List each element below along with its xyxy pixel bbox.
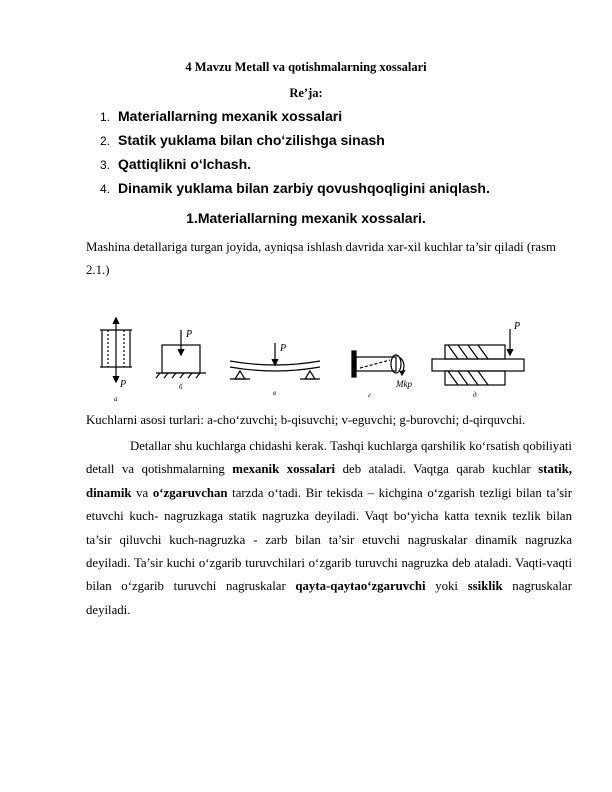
load-types-figure bbox=[90, 315, 530, 405]
para-text: Detallar shu kuchlarga chidashi kerak. Tashqi kuchlarga qarshilik ko‘rsatish qobiliyati detall va qotishmalarning bbox=[86, 439, 572, 477]
term-mechanical-properties: mexanik xossalari bbox=[232, 462, 336, 477]
plan-item bbox=[100, 128, 490, 152]
para-text: nagruskalar deyiladi. bbox=[86, 579, 572, 617]
shear-diagram bbox=[432, 329, 524, 385]
sublabel-a: a bbox=[114, 395, 118, 403]
plan-item-text: Qattiqlikni o‘lchash. bbox=[118, 156, 252, 172]
plan-item bbox=[100, 176, 490, 200]
plan-item-number: 3. bbox=[100, 158, 111, 172]
sublabel-d: д bbox=[473, 391, 477, 399]
plan-item-text: Materiallarning mexanik xossalari bbox=[118, 108, 343, 124]
force-label-v: P bbox=[280, 343, 287, 354]
sublabel-b: б bbox=[179, 383, 183, 391]
plan-item-text: Statik yuklama bilan cho‘zilishga sinash bbox=[118, 132, 385, 148]
figure-caption: Kuchlarni asosi turlari: a-cho‘zuvchi; b-qisuvchi; v-eguvchi; g-burovchi; d-qirquvchi. bbox=[86, 413, 526, 427]
term-cyclic: ssiklik bbox=[467, 579, 503, 594]
plan-item-text: Dinamik yuklama bilan zarbiy qovushqoqligini aniqlash. bbox=[118, 180, 490, 196]
compression-diagram bbox=[156, 330, 206, 378]
para-text: yoki bbox=[425, 579, 468, 594]
para-text: deb ataladi. Vaqtga qarab kuchlar bbox=[335, 462, 539, 477]
term-static-dynamic: statik, dinamik bbox=[86, 462, 572, 500]
plan-item-number: 1. bbox=[100, 110, 111, 124]
torsion-diagram bbox=[352, 351, 405, 377]
force-label-b: P bbox=[186, 329, 193, 340]
torque-label: Mkp bbox=[396, 379, 412, 389]
plan-list bbox=[100, 104, 490, 200]
sublabel-g: г bbox=[368, 391, 371, 399]
bending-diagram bbox=[230, 343, 320, 379]
intro-paragraph: Mashina detallariga turgan joyida, ayniqsa ishlash davrida xar-xil kuchlar ta’sir qiladi (rasm 2.1.) bbox=[86, 240, 557, 277]
plan-item-number: 4. bbox=[100, 182, 111, 196]
plan-item-number: 2. bbox=[100, 134, 111, 148]
page-title: 4 Mavzu Metall va qotishmalarning xossalari bbox=[185, 60, 427, 74]
term-repeated-variable: qayta-qaytao‘zgaruvchi bbox=[295, 579, 426, 594]
tension-diagram bbox=[100, 318, 132, 382]
plan-item bbox=[100, 152, 490, 176]
force-label-a: P bbox=[120, 379, 127, 390]
term-variable: o‘zgaruvchan bbox=[152, 485, 228, 500]
para-text: va bbox=[131, 485, 153, 500]
para-text: tarzda o‘tadi. Bir tekisda – kichgina o‘zgarish tezligi bilan ta’sir etuvchi kuch- nagruzkaga statik nagruzka deyiladi. Vaqt bo‘yicha katta texnik tezlik bilan ta’sir qiluvchi kuch-nagruzka - zarb bilan ta’sir etuvchi nagruskalar dinamik nagruzka deyiladi. Ta’sir kuchi o‘zgarib turuvchilari o‘zgarib turuvchi nagruzka deb ataladi. Vaqti-vaqti bilan o‘zgarib turuvchi nagruskalar bbox=[86, 485, 572, 594]
force-label-d: P bbox=[514, 321, 521, 332]
plan-heading: Re’ja: bbox=[289, 86, 323, 100]
body-paragraph bbox=[86, 435, 572, 622]
sublabel-v: в bbox=[273, 389, 277, 397]
section-title: 1.Materiallarning mexanik xossalari. bbox=[186, 210, 426, 226]
plan-item bbox=[100, 104, 490, 128]
